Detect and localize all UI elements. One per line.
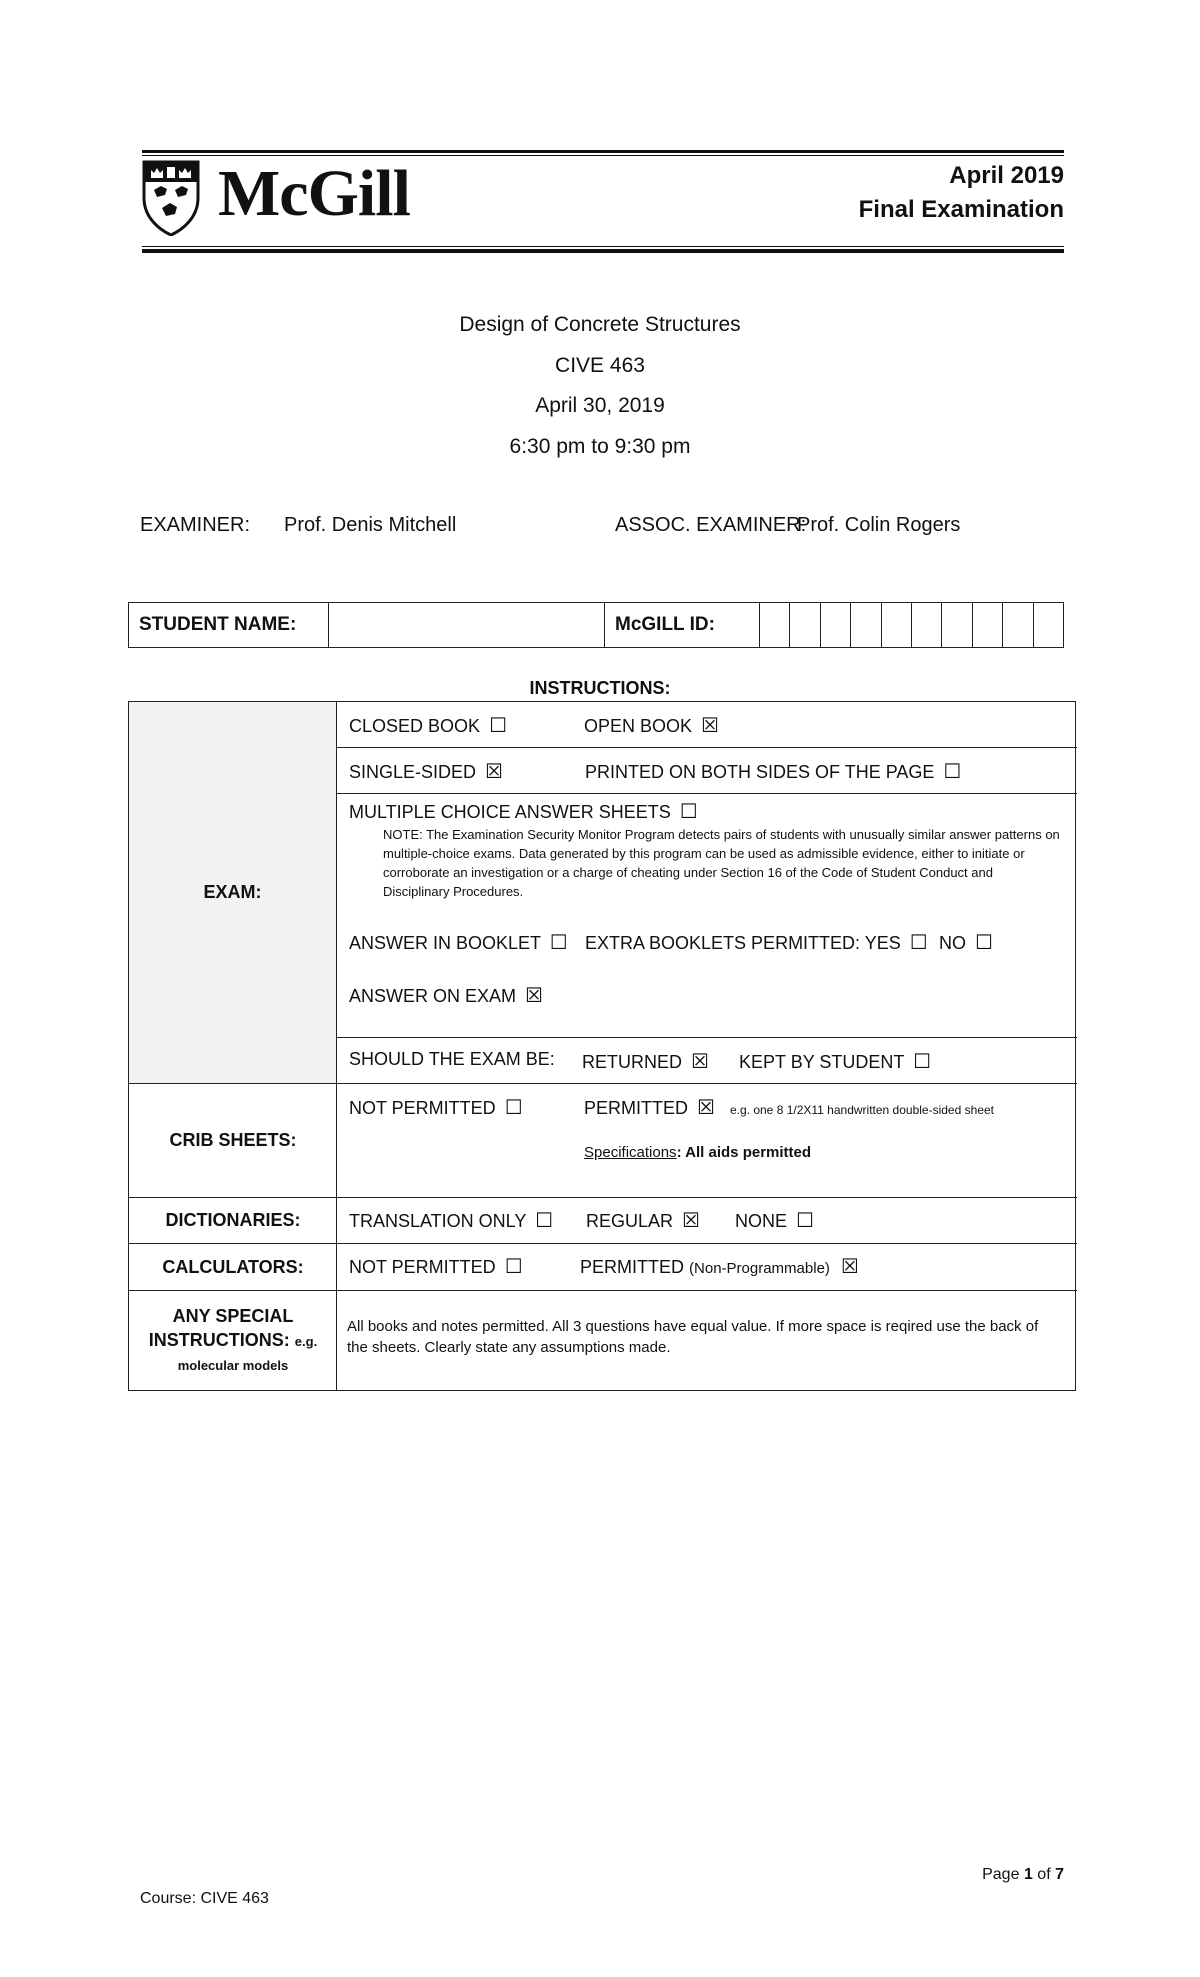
examiner-name: Prof. Denis Mitchell xyxy=(284,514,457,536)
crest-icon xyxy=(142,160,200,236)
student-name-field[interactable] xyxy=(329,603,605,648)
special-label-line2: INSTRUCTIONS: xyxy=(148,1330,290,1350)
closed-book-checkbox[interactable]: ☐ xyxy=(489,715,507,737)
page-total: 7 xyxy=(1055,1866,1064,1883)
mcgill-logo xyxy=(142,157,462,240)
id-digit-box[interactable] xyxy=(851,603,881,648)
id-digit-box[interactable] xyxy=(790,603,820,648)
calc-permitted-note: (Non-Programmable) xyxy=(689,1260,830,1277)
student-info-table xyxy=(128,602,1064,648)
id-digit-box[interactable] xyxy=(820,603,850,648)
examiner-label: EXAMINER: xyxy=(140,514,251,536)
exam-label xyxy=(129,702,336,1083)
logo-wordmark: McGill xyxy=(218,157,410,230)
calc-permitted-checkbox[interactable]: ☒ xyxy=(840,1256,859,1278)
page-current: 1 xyxy=(1023,1866,1033,1883)
id-digit-box[interactable] xyxy=(972,603,1002,648)
closed-book-text: CLOSED BOOK xyxy=(349,716,481,736)
dict-translation-text: TRANSLATION ONLY xyxy=(349,1211,527,1231)
calculators-label xyxy=(129,1244,337,1290)
crib-sheets-label xyxy=(129,1084,337,1197)
returned-text: RETURNED xyxy=(582,1052,683,1072)
specifications-value: All aids permitted xyxy=(685,1144,812,1161)
id-digit-box[interactable] xyxy=(911,603,941,648)
id-digit-box[interactable] xyxy=(942,603,972,648)
special-instructions-text: All books and notes permitted. All 3 questions have equal value. If more space is reqired use the back of the sheets. Clearly state any assumptions made. xyxy=(347,1318,1039,1356)
both-sides-text: PRINTED ON BOTH SIDES OF THE PAGE xyxy=(585,762,935,782)
extra-booklets-text: EXTRA BOOKLETS PERMITTED: YES xyxy=(585,933,901,953)
special-instructions-label xyxy=(129,1291,337,1391)
row-divider xyxy=(337,747,1077,748)
calculators-label-text: CALCULATORS: xyxy=(162,1256,304,1277)
exam-date: April 30, 2019 xyxy=(535,394,665,417)
page-number xyxy=(982,1866,1064,1884)
course-code: CIVE 463 xyxy=(555,354,645,377)
both-sides-checkbox[interactable]: ☐ xyxy=(943,761,962,783)
crib-not-permitted-checkbox[interactable]: ☐ xyxy=(504,1097,523,1119)
id-digit-box[interactable] xyxy=(1033,603,1063,648)
extra-booklets-no-text: NO xyxy=(939,933,966,953)
answer-in-booklet-checkbox[interactable]: ☐ xyxy=(549,932,568,954)
header-bottom-rule-thin xyxy=(142,246,1064,247)
extra-booklets-yes-checkbox[interactable]: ☐ xyxy=(909,932,928,954)
id-digit-box[interactable] xyxy=(1003,603,1033,648)
security-note: NOTE: The Examination Security Monitor Program detects pairs of students with unusually similar answer patterns on multiple-choice exams. Data generated by this program can be used as admissible evidence, either to initiate or corroborate an investigation or a charge of cheating under Section 16 of the Code of Student Conduct and Disciplinary Procedures. xyxy=(383,827,1060,899)
course-title: Design of Concrete Structures xyxy=(459,313,741,336)
extra-booklets-no-checkbox[interactable]: ☐ xyxy=(975,932,993,954)
mcgill-id-label: McGILL ID: xyxy=(605,603,760,648)
specifications-label: Specifications xyxy=(584,1144,677,1161)
answer-on-exam-checkbox[interactable]: ☒ xyxy=(525,985,543,1007)
row-divider xyxy=(337,793,1077,794)
footer-course: Course: CIVE 463 xyxy=(140,1890,269,1907)
special-label-line3: molecular models xyxy=(177,1358,289,1373)
row-divider xyxy=(337,1037,1077,1038)
exam-month-year: April 2019 xyxy=(949,162,1064,189)
instructions-grid: EXAM: CRIB SHEETS: DICTIONARIES: CALCULATORS: ANY SPECIAL INSTRUCTIONS: e.g. molecular models CLOSED BOOK ☐ OPEN BOOK ☒ SINGLE-SIDED ☒ PRINTED ON BOTH SIDES OF THE PAGE ☐ MULTIPLE CHOICE ANSWER SHEETS ☐ NOTE: The Examination Security Monitor Program detects pairs of students with unusually similar answer patterns on multiple-choice exams. Data generated by this program can be used as admissible evidence, either to initiate or corroborate an investigation or a charge of cheating under Section 16 of the Code of Student Conduct and Disciplinary Procedures. ANSWER IN BOOKLET ☐ EXTRA BOOKLETS PERMITTED: YES ☐ NO ☐ ANSWER ON EXAM ☒ SHOULD THE EXAM BE: RETURNED ☒ KEPT BY STUDENT ☐ NOT PERMITTED ☐ PERMITTED ☒ e.g. one 8 1/2X11 handwritten double-sided sheet Specifications: All aids permitted TRANSLATION ONLY ☐ REGULAR ☒ NONE ☐ NOT PERMITTED ☐ PERMITTED (Non-Programmable) ☒ All books and notes permitted. All 3 questions have equal value. If more space is reqired use the back of the sheets. Clearly state any assumptions made. xyxy=(128,701,1076,1391)
dict-regular-text: REGULAR xyxy=(586,1211,674,1231)
header-bottom-rule xyxy=(142,249,1064,253)
exam-type: Final Examination xyxy=(858,196,1064,223)
calc-not-permitted-text: NOT PERMITTED xyxy=(349,1257,496,1277)
assoc-examiner-label: ASSOC. EXAMINER: xyxy=(615,514,807,536)
dict-none-checkbox[interactable]: ☐ xyxy=(796,1210,814,1232)
answer-on-exam-text: ANSWER ON EXAM xyxy=(349,986,517,1006)
exam-label-text: EXAM: xyxy=(203,882,262,902)
crib-permitted-checkbox[interactable]: ☒ xyxy=(697,1097,715,1119)
exam-time: 6:30 pm to 9:30 pm xyxy=(509,435,691,458)
single-sided-checkbox[interactable]: ☒ xyxy=(485,761,503,783)
single-sided-text: SINGLE-SIDED xyxy=(349,762,477,782)
kept-by-student-text: KEPT BY STUDENT xyxy=(739,1052,905,1072)
multiple-choice-checkbox[interactable]: ☐ xyxy=(679,801,698,823)
open-book-checkbox[interactable]: ☒ xyxy=(701,715,719,737)
student-name-label: STUDENT NAME: xyxy=(129,603,329,648)
page-prefix: Page xyxy=(982,1866,1020,1883)
dict-translation-checkbox[interactable]: ☐ xyxy=(535,1210,553,1232)
dict-regular-checkbox[interactable]: ☒ xyxy=(682,1210,700,1232)
multiple-choice-text: MULTIPLE CHOICE ANSWER SHEETS xyxy=(349,802,671,822)
dictionaries-label xyxy=(129,1198,337,1243)
special-label-eg: e.g. xyxy=(294,1334,318,1349)
answer-in-booklet-text: ANSWER IN BOOKLET xyxy=(349,933,541,953)
returned-checkbox[interactable]: ☒ xyxy=(691,1051,709,1073)
dictionaries-label-text: DICTIONARIES: xyxy=(165,1210,301,1230)
dict-none-text: NONE xyxy=(735,1211,788,1231)
crib-permitted-text: PERMITTED xyxy=(584,1098,689,1118)
kept-by-student-checkbox[interactable]: ☐ xyxy=(913,1051,932,1073)
crib-sheets-label-text: CRIB SHEETS: xyxy=(169,1130,297,1150)
special-label-line1: ANY SPECIAL xyxy=(172,1306,294,1326)
instructions-title: INSTRUCTIONS: xyxy=(529,678,671,698)
calc-not-permitted-checkbox[interactable]: ☐ xyxy=(504,1256,523,1278)
calc-permitted-text: PERMITTED xyxy=(580,1257,685,1277)
should-exam-be-text: SHOULD THE EXAM BE: xyxy=(349,1049,555,1069)
assoc-examiner-name: Prof. Colin Rogers xyxy=(797,514,961,536)
id-digit-box[interactable] xyxy=(760,603,790,648)
crib-example-text: e.g. one 8 1/2X11 handwritten double-sided sheet xyxy=(729,1103,994,1117)
crib-not-permitted-text: NOT PERMITTED xyxy=(349,1098,496,1118)
header-top-rule xyxy=(142,150,1064,153)
open-book-text: OPEN BOOK xyxy=(584,716,693,736)
page-of: of xyxy=(1037,1866,1051,1883)
id-digit-box[interactable] xyxy=(881,603,911,648)
